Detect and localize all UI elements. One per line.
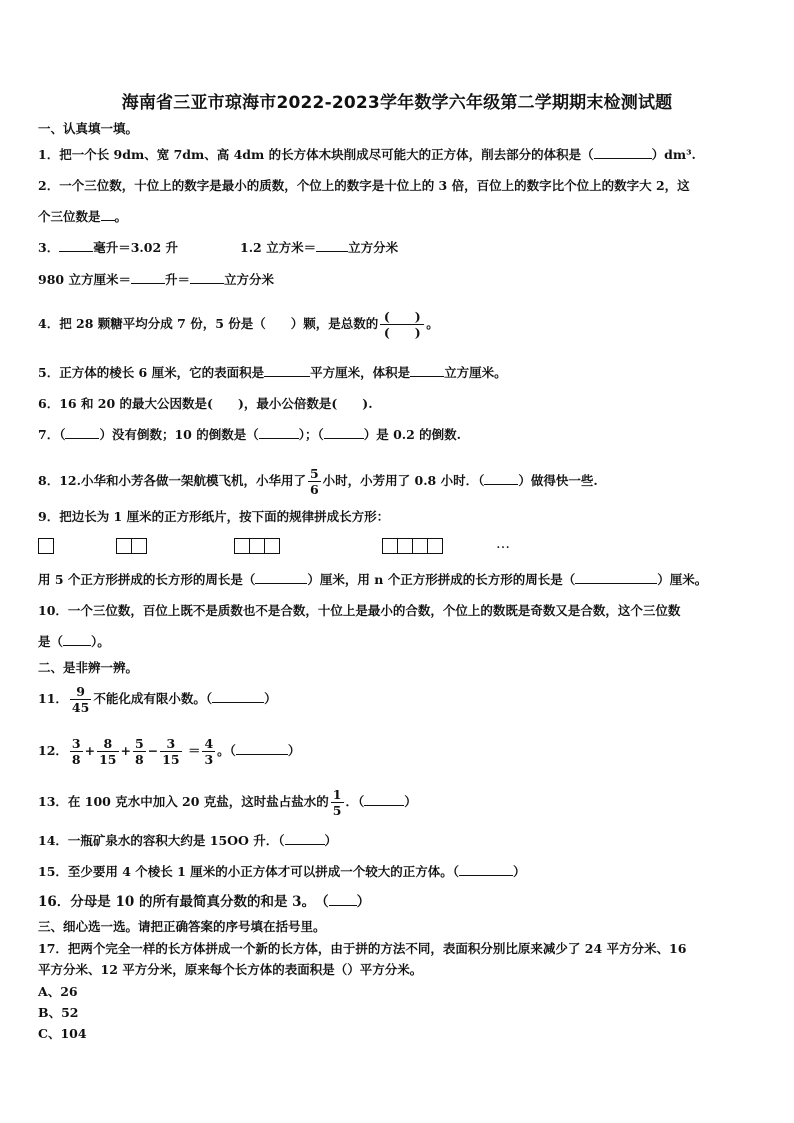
- question-4-end: 。: [426, 316, 439, 331]
- question-9-text-c: ）厘米。: [657, 572, 708, 587]
- answer-blank[interactable]: [212, 690, 264, 703]
- pattern-3-squares: [234, 538, 279, 554]
- question-1: [38, 146, 696, 164]
- fraction-denominator: 3: [204, 752, 214, 767]
- square: [249, 538, 265, 554]
- question-7-text-d: ）是 0.2 的倒数.: [363, 427, 462, 442]
- fraction-numerator: 3: [71, 736, 81, 751]
- square: [427, 538, 443, 554]
- question-2-line-1: 2．一个三位数，十位上的数字是最小的质数，个位上的数字是十位上的 3 倍，百位上的数字比个位上的数字大 2，这: [38, 178, 690, 193]
- question-3-text-b: 1.2 立方米＝: [240, 240, 317, 255]
- fraction-numerator: ( ): [383, 309, 421, 324]
- fraction-numerator: 9: [76, 684, 85, 699]
- question-9: 9．把边长为 1 厘米的正方形纸片，按下面的规律拼成长方形：: [38, 509, 390, 524]
- answer-blank[interactable]: [190, 271, 224, 284]
- answer-blank[interactable]: [285, 832, 325, 845]
- question-10-end: ）。: [91, 634, 110, 649]
- question-3-text-a: 毫升＝3.02 升: [93, 240, 178, 255]
- answer-blank[interactable]: [63, 633, 91, 646]
- question-14-text: 14．一瓶矿泉水的容积大约是 15OO 升．（: [38, 833, 285, 848]
- fraction-numerator: 5: [309, 466, 319, 481]
- question-15-end: ）: [512, 864, 526, 879]
- square: [234, 538, 250, 554]
- operator: ＝: [187, 743, 201, 758]
- fraction-denominator: 8: [71, 752, 81, 767]
- question-15: [38, 863, 525, 881]
- operator: +: [84, 743, 96, 758]
- question-12-number: 12．: [38, 743, 68, 758]
- fraction-term: [160, 736, 181, 767]
- question-3-text-c: 立方分米: [348, 240, 399, 255]
- answer-blank[interactable]: [236, 742, 288, 755]
- question-1-text: 1．把一个长 9dm、宽 7dm、高 4dm 的长方体木块削成尽可能大的正方体，削去部分的体积是（: [38, 147, 594, 162]
- question-4-text: 4．把 28 颗糖平均分成 7 份，5 份是（ ）颗，是总数的: [38, 316, 379, 331]
- section-3-heading: 三、细心选一选。请把正确答案的序号填在括号里。: [38, 919, 326, 934]
- question-11-fraction: [70, 684, 91, 715]
- question-3-line-1: [38, 239, 178, 257]
- question-1-unit: ）dm³.: [651, 147, 696, 162]
- fraction-denominator: 15: [162, 752, 180, 767]
- question-10-text: 是（: [38, 634, 64, 649]
- question-8: [38, 462, 598, 500]
- question-2-text: 个三位数是: [38, 209, 101, 224]
- answer-blank[interactable]: [65, 426, 99, 439]
- answer-blank[interactable]: [316, 239, 348, 252]
- square: [116, 538, 132, 554]
- question-3-text-e: 升＝: [164, 272, 190, 287]
- option-b[interactable]: B、52: [38, 1005, 79, 1020]
- question-17-line-1: 17．把两个完全一样的长方体拼成一个新的长方体，由于拼的方法不同，表面积分别比原来减少了 24 平方分米、16: [38, 941, 687, 956]
- question-7-text-c: ）；（: [298, 427, 324, 442]
- answer-blank[interactable]: [459, 863, 513, 876]
- square: [382, 538, 398, 554]
- pattern-1-square: [38, 538, 53, 554]
- question-3-part-2: [240, 239, 398, 257]
- square: [38, 538, 54, 554]
- pattern-4-squares: [382, 538, 442, 554]
- question-13-text-b: ．（: [345, 794, 365, 809]
- operator: +: [120, 743, 131, 758]
- square: [264, 538, 280, 554]
- square: [412, 538, 428, 554]
- fraction-term: [70, 736, 83, 767]
- answer-blank[interactable]: [484, 472, 518, 485]
- question-3-text-d: 980 立方厘米＝: [38, 272, 131, 287]
- question-12: [38, 732, 300, 770]
- fraction-numerator: 3: [166, 736, 176, 751]
- fraction-denominator: 5: [332, 803, 342, 818]
- question-13: [38, 783, 417, 821]
- question-11: [38, 680, 277, 718]
- question-16: [38, 893, 370, 911]
- square: [397, 538, 413, 554]
- question-13-fraction: [331, 787, 344, 818]
- question-8-text-c: ）做得快一些.: [518, 473, 598, 488]
- answer-blank[interactable]: [101, 208, 115, 221]
- fraction-denominator: 45: [71, 700, 90, 715]
- option-c[interactable]: C、104: [38, 1026, 87, 1041]
- question-7: [38, 426, 461, 444]
- question-5-text-b: 平方厘米，体积是: [310, 365, 411, 380]
- fraction-denominator: ( ): [380, 324, 424, 340]
- question-5-text-a: 5．正方体的棱长 6 厘米，它的表面积是: [38, 365, 265, 380]
- answer-blank[interactable]: [410, 364, 444, 377]
- fraction-numerator: 8: [103, 736, 113, 751]
- question-8-text-a: 8．12.小华和小芳各做一架航模飞机，小华用了: [38, 473, 306, 488]
- fraction-denominator: 6: [309, 482, 319, 497]
- question-8-fraction: [308, 466, 321, 497]
- question-10-line-2: [38, 633, 110, 651]
- ellipsis: …: [496, 536, 510, 552]
- section-2-heading: 二、是非辨一辨。: [38, 660, 139, 675]
- page-title: 海南省三亚市琼海市2022-2023学年数学六年级第二学期期末检测试题: [121, 93, 673, 113]
- question-8-text-b: 小时，小芳用了 0.8 小时．（: [322, 473, 485, 488]
- pattern-2-squares: [116, 538, 146, 554]
- option-a[interactable]: A、26: [38, 984, 78, 999]
- answer-blank[interactable]: [364, 793, 404, 806]
- question-13-end: ）: [404, 794, 417, 809]
- fraction-denominator: 8: [134, 752, 144, 767]
- question-5: [38, 364, 507, 382]
- answer-blank[interactable]: [324, 426, 364, 439]
- answer-blank[interactable]: [329, 893, 357, 906]
- question-9-text-b: ）厘米，用 n 个正方形拼成的长方形的周长是（: [307, 572, 576, 587]
- question-9-text-a: 用 5 个正方形拼成的长方形的周长是（: [38, 572, 256, 587]
- question-4: [38, 304, 439, 344]
- question-7-text-a: 7．（: [38, 427, 66, 442]
- question-14-end: ）: [324, 833, 338, 848]
- section-1-heading: 一、认真填一填。: [38, 121, 139, 136]
- question-3-line-2: [38, 271, 274, 289]
- question-14: [38, 832, 337, 850]
- answer-blank[interactable]: [264, 364, 310, 377]
- question-10-line-1: 10．一个三位数，百位上既不是质数也不是合数，十位上是最小的合数，个位上的数既是奇数又是合数，这个三位数: [38, 603, 681, 618]
- question-3-number: 3．: [38, 240, 60, 255]
- answer-blank[interactable]: [255, 571, 307, 584]
- answer-blank[interactable]: [59, 239, 93, 252]
- answer-blank[interactable]: [594, 146, 652, 159]
- fraction-term: [202, 736, 215, 767]
- question-16-end: ）: [356, 894, 371, 910]
- question-15-text: 15．至少要用 4 个棱长 1 厘米的小正方体才可以拼成一个较大的正方体。（: [38, 864, 459, 879]
- question-11-text: 不能化成有限小数。（: [93, 691, 213, 706]
- question-17-line-2: 平方分米、12 平方分米，原来每个长方体的表面积是（）平方分米。: [38, 962, 423, 977]
- question-6: 6．16 和 20 的最大公因数是( )，最小公倍数是( ).: [38, 396, 373, 411]
- operator: −: [147, 743, 159, 758]
- question-11-number: 11．: [38, 691, 68, 706]
- fraction-numerator: 1: [332, 787, 342, 802]
- question-11-end: ）: [264, 691, 277, 706]
- square: [131, 538, 147, 554]
- fraction-term: [97, 736, 118, 767]
- question-4-fraction[interactable]: [380, 309, 424, 340]
- question-3-text-f: 立方分米: [223, 272, 274, 287]
- answer-blank[interactable]: [259, 426, 299, 439]
- fraction-denominator: 15: [99, 752, 117, 767]
- fraction-term: [133, 736, 146, 767]
- question-13-text: 13．在 100 克水中加入 20 克盐，这时盐占盐水的: [38, 794, 329, 809]
- question-12-text: 。（: [217, 743, 236, 758]
- square-pattern-row: [38, 538, 758, 556]
- answer-blank[interactable]: [131, 271, 165, 284]
- question-2-end: 。: [114, 209, 128, 224]
- question-12-end: ）: [287, 743, 301, 758]
- question-16-text: 16．分母是 10 的所有最简真分数的和是 3。 （: [38, 894, 329, 910]
- fraction-numerator: 5: [134, 736, 144, 751]
- question-7-text-b: ）没有倒数；10 的倒数是（: [99, 427, 259, 442]
- fraction-numerator: 4: [204, 736, 214, 751]
- answer-blank[interactable]: [575, 571, 657, 584]
- question-5-text-c: 立方厘米。: [444, 365, 507, 380]
- question-2-line-2: [38, 208, 127, 226]
- question-9-prompt: [38, 571, 707, 589]
